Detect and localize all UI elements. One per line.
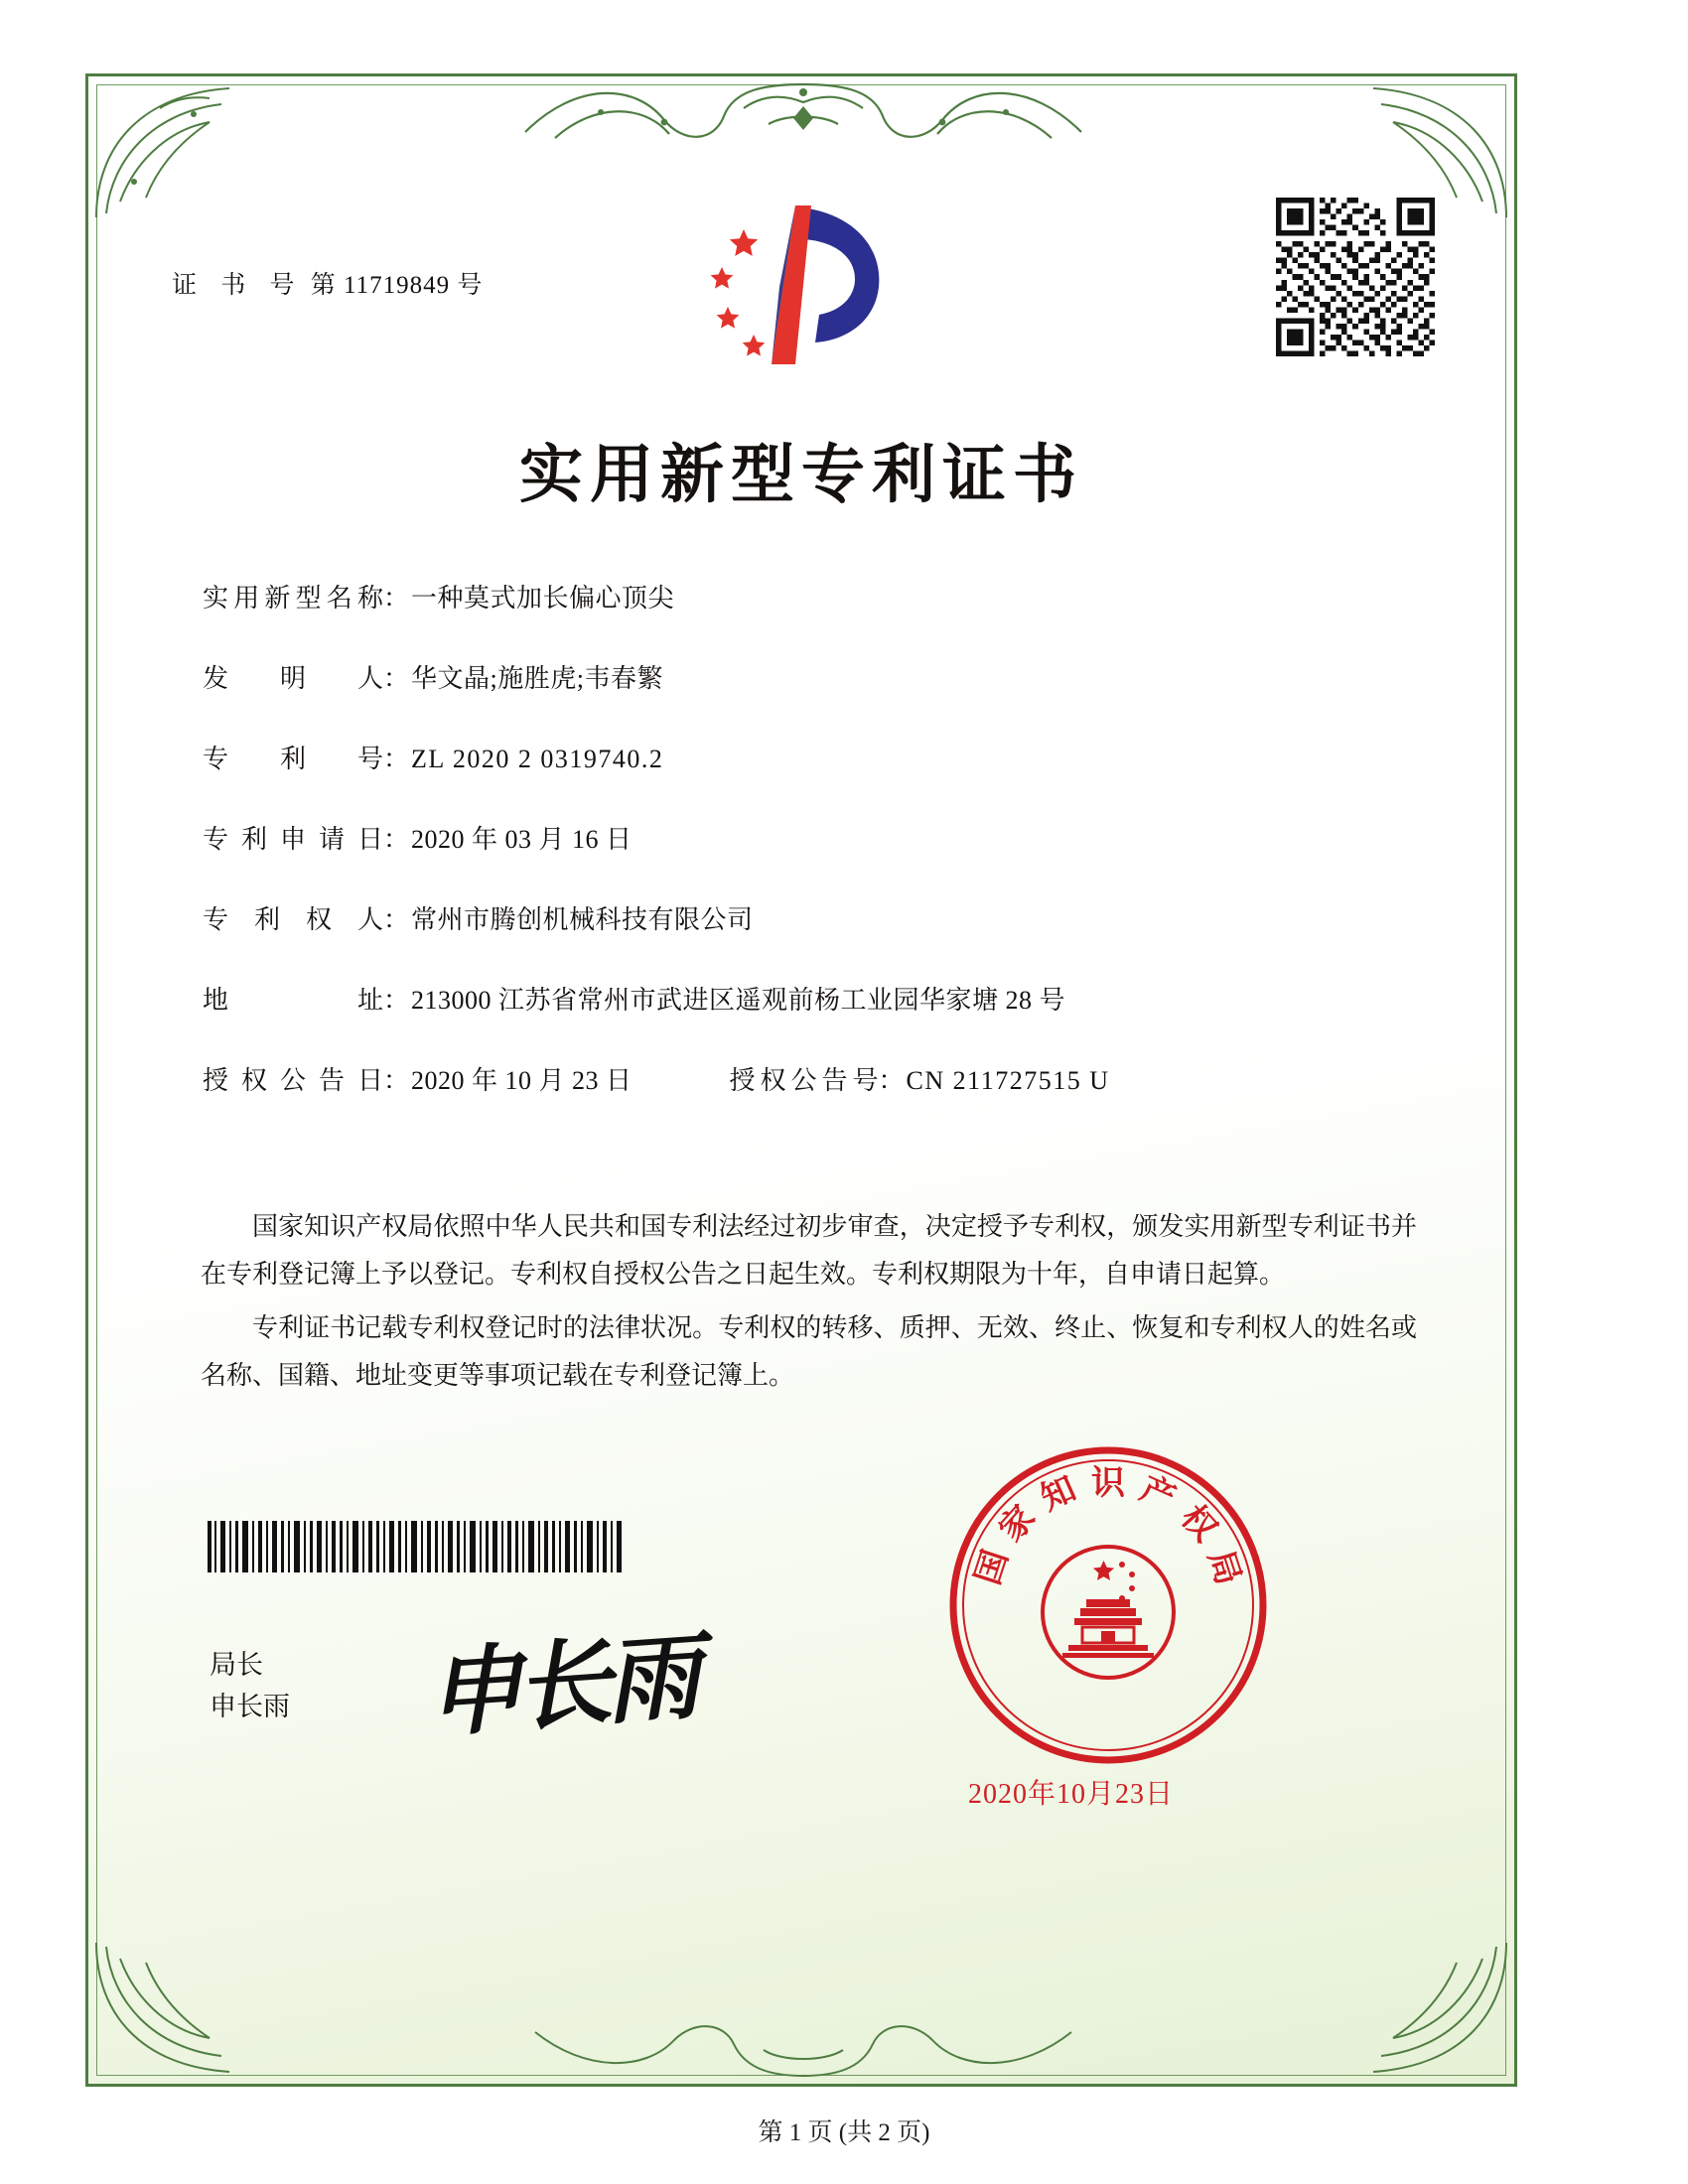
director-title-label: 局长 <box>210 1650 263 1680</box>
page-footer: 第 1 页 (共 2 页) <box>758 2119 930 2146</box>
announcement-number-group <box>730 1060 1110 1097</box>
field-utility-model-name <box>203 578 1424 614</box>
field-colon: ： <box>383 584 410 613</box>
seal-date: 2020年10月23日 <box>968 1779 1175 1810</box>
svg-text:局: 局 <box>1199 1545 1249 1590</box>
field-address <box>203 980 1424 1017</box>
announcement-number-value: CN 211727515 U <box>906 1066 1110 1095</box>
field-colon: ： <box>383 986 410 1015</box>
svg-text:家: 家 <box>991 1497 1044 1550</box>
field-label: 发明人 <box>203 664 383 693</box>
field-colon: ： <box>383 745 410 773</box>
field-colon: ： <box>383 905 410 934</box>
certificate-number-label: 证 书 号 <box>172 272 304 299</box>
director-name: 申长雨 <box>210 1691 290 1721</box>
field-application-date <box>203 819 1424 856</box>
announcement-date-value: 2020 年 10 月 23 日 <box>411 1066 633 1095</box>
field-label: 专利号 <box>203 745 383 773</box>
field-patentee <box>203 899 1424 936</box>
barcode <box>208 1521 625 1572</box>
legal-text-block <box>201 1203 1417 1406</box>
certificate-number <box>172 265 483 301</box>
ornament-bottom-icon <box>515 2008 1091 2088</box>
field-value: 华文晶;施胜虎;韦春繁 <box>411 664 663 693</box>
field-patent-number <box>203 739 1424 775</box>
field-value: 2020 年 03 月 16 日 <box>411 825 633 854</box>
field-value: 一种莫式加长偏心顶尖 <box>411 584 675 613</box>
svg-text:产: 产 <box>1134 1468 1182 1519</box>
certificate-number-value: 第 11719849 号 <box>310 272 484 299</box>
legal-paragraph-2: 专利证书记载专利权登记时的法律状况。专利权的转移、质押、无效、终止、恢复和专利权人的姓名或名称、国籍、地址变更等事项记载在专利登记簿上。 <box>201 1313 1417 1391</box>
fields-block <box>203 578 1424 1141</box>
qr-code-icon <box>1276 198 1435 356</box>
field-value: ZL 2020 2 0319740.2 <box>411 745 664 773</box>
ornament-corner-top-left-icon <box>90 78 239 227</box>
field-inventors <box>203 658 1424 695</box>
field-colon: ： <box>383 825 410 854</box>
legal-paragraph-1: 国家知识产权局依照中华人民共和国专利法经过初步审查，决定授予专利权，颁发实用新型专利证书并在专利登记簿上予以登记。专利权自授权公告之日起生效。专利权期限为十年，自申请日起算。 <box>201 1212 1417 1290</box>
cnipa-logo-icon <box>684 196 922 394</box>
svg-text:知: 知 <box>1035 1468 1082 1519</box>
svg-text:国: 国 <box>967 1545 1017 1590</box>
ornament-corner-bottom-left-icon <box>90 1933 239 2082</box>
field-label: 实用新型名称 <box>203 584 383 613</box>
ornament-top-icon <box>515 72 1091 168</box>
announcement-date-label: 授权公告日 <box>203 1066 383 1095</box>
announcement-number-label: 授权公告号 <box>729 1066 879 1095</box>
field-announcement-row <box>203 1060 1424 1097</box>
svg-text:权: 权 <box>1173 1497 1225 1550</box>
field-label: 专利权人 <box>203 905 383 934</box>
svg-text:识: 识 <box>1091 1463 1125 1503</box>
field-value: 213000 江苏省常州市武进区遥观前杨工业园华家塘 28 号 <box>411 986 1066 1015</box>
field-colon: ： <box>383 1066 410 1095</box>
field-label: 地址 <box>203 986 383 1015</box>
official-seal-icon <box>944 1441 1272 1769</box>
handwritten-signature: 申长雨 <box>422 1619 699 1751</box>
certificate-frame <box>85 73 1517 2087</box>
field-label: 专利申请日 <box>203 825 383 854</box>
field-value: 常州市腾创机械科技有限公司 <box>411 905 754 934</box>
page-title: 实用新型专利证书 <box>519 438 1083 512</box>
field-colon: ： <box>383 664 410 693</box>
director-block <box>210 1645 290 1728</box>
field-colon: ： <box>878 1066 905 1095</box>
ornament-corner-bottom-right-icon <box>1363 1933 1512 2082</box>
